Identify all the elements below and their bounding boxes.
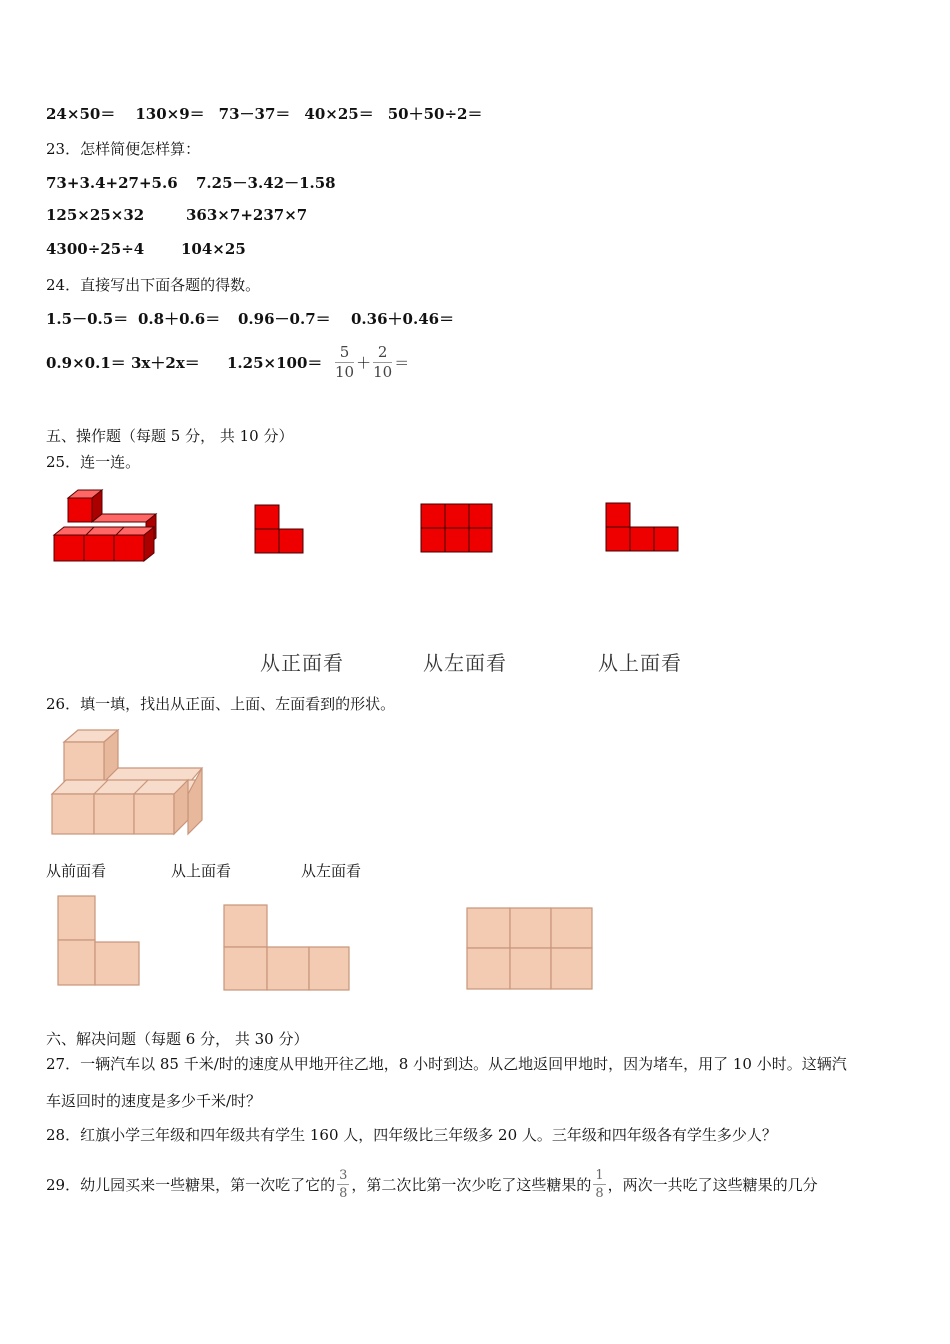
expr: 40×25＝ — [304, 105, 374, 123]
expr: 1.25×100＝ — [227, 353, 323, 372]
q29 — [46, 1160, 818, 1208]
expr: 130×9＝ — [135, 105, 205, 123]
equals-sign: ＝ — [394, 353, 410, 372]
numerator: 2 — [373, 345, 392, 363]
denominator: 10 — [373, 362, 393, 381]
red-cube-stack-3d — [50, 490, 150, 565]
fraction — [593, 1169, 605, 1200]
section6-header: 六、解决问题（每题 6 分， 共 30 分） — [46, 1030, 309, 1048]
q28: 28．红旗小学三年级和四年级共有学生 160 人，四年级比三年级多 20 人。三年级和四年级各有学生多少人？ — [46, 1126, 777, 1144]
q24-row — [46, 340, 409, 384]
red-view-shape-a — [255, 505, 305, 555]
numerator: 3 — [339, 1167, 348, 1183]
section5-header: 五、操作题（每题 5 分， 共 10 分） — [46, 427, 294, 445]
view-label-top: 从上面看 — [598, 651, 682, 675]
q23-row — [46, 206, 307, 224]
expr: 104×25 — [181, 240, 246, 258]
q27-line2: 车返回时的速度是多少千米/时？ — [46, 1092, 262, 1110]
tan-view-shape-left — [466, 907, 596, 991]
tan-view-shape-front — [57, 895, 141, 987]
view-label-top: 从上面看 — [171, 862, 232, 880]
expr: 0.9×0.1＝ — [46, 353, 126, 372]
red-view-shape-b — [421, 504, 493, 554]
expr: 4300÷25÷4 — [46, 240, 145, 258]
q23-title: 23．怎样简便怎样算： — [46, 140, 201, 158]
q24-row — [46, 308, 454, 329]
expr: 3x＋2x＝ — [131, 353, 200, 372]
q23-row — [46, 172, 336, 193]
q29-text: ，两次一共吃了这些糖果的几分 — [607, 1175, 818, 1194]
red-view-shape-c — [606, 503, 680, 553]
q25-title: 25．连一连。 — [46, 453, 141, 471]
expr: 0.36＋0.46＝ — [351, 310, 455, 328]
fraction — [337, 1169, 349, 1200]
expr: 125×25×32 — [46, 206, 145, 224]
expr: 73－37＝ — [218, 105, 291, 123]
q26-title: 26．填一填，找出从正面、上面、左面看到的形状。 — [46, 695, 396, 713]
numerator: 1 — [595, 1167, 604, 1183]
oral-calc-row — [46, 103, 483, 124]
plus-sign: ＋ — [356, 353, 372, 372]
q27-line1: 27．一辆汽车以 85 千米/时的速度从甲地开往乙地，8 小时到达。从乙地返回甲地时，因为堵车，用了 10 小时。这辆汽 — [46, 1055, 847, 1073]
tan-view-shape-top — [223, 904, 353, 992]
expr: 0.8＋0.6＝ — [138, 310, 221, 328]
fraction — [335, 342, 355, 381]
view-label-front: 从前面看 — [46, 862, 107, 880]
expr: 363×7+237×7 — [186, 206, 308, 224]
denominator: 8 — [595, 1185, 604, 1201]
expr: 73+3.4+27+5.6 — [46, 174, 178, 192]
view-label-left: 从左面看 — [423, 651, 507, 675]
fraction — [373, 342, 393, 381]
tan-cube-stack-3d — [50, 728, 205, 838]
view-label-front: 从正面看 — [260, 651, 344, 675]
view-label-left: 从左面看 — [301, 862, 362, 880]
expr: 50＋50÷2＝ — [387, 105, 483, 123]
numerator: 5 — [335, 345, 354, 363]
expr: 7.25－3.42－1.58 — [196, 174, 336, 192]
q29-text: ，第二次比第一次少吃了这些糖果的 — [351, 1175, 592, 1194]
expr: 24×50＝ — [46, 105, 116, 123]
denominator: 8 — [339, 1185, 348, 1201]
q29-text: 29．幼儿园买来一些糖果，第一次吃了它的 — [46, 1175, 336, 1194]
expr: 0.96－0.7＝ — [238, 310, 331, 328]
q24-title: 24．直接写出下面各题的得数。 — [46, 276, 261, 294]
expr: 1.5－0.5＝ — [46, 310, 129, 328]
denominator: 10 — [335, 362, 355, 381]
q23-row — [46, 240, 246, 258]
